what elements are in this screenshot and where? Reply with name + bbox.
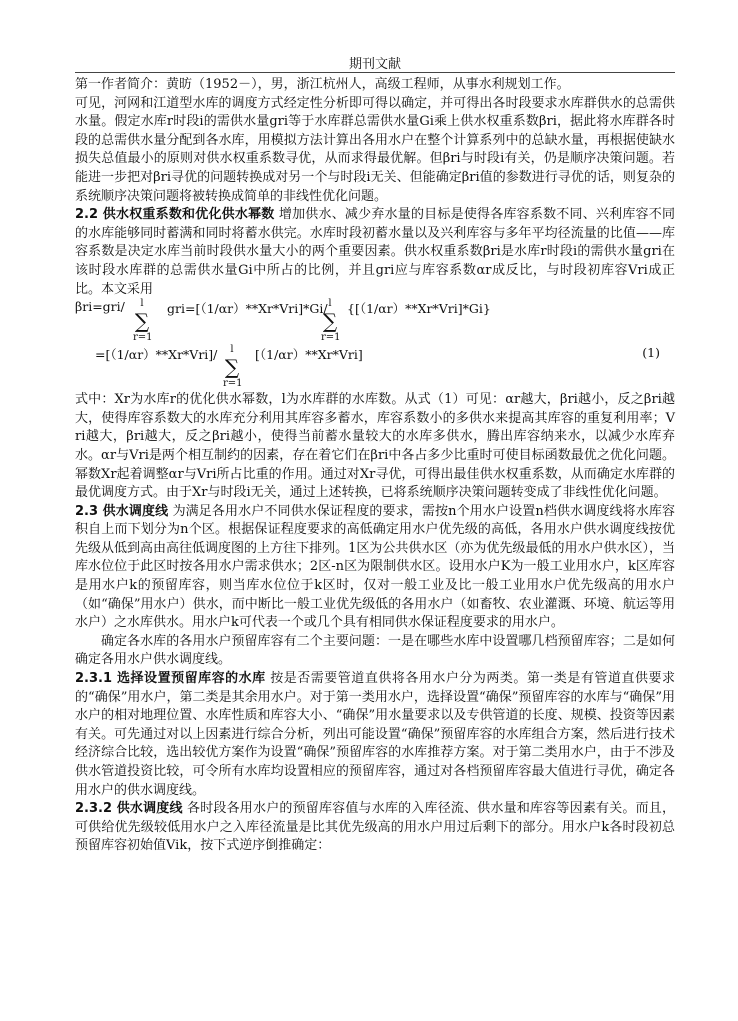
section-2-3-heading: 2.3 供水调度线: [75, 503, 169, 519]
paragraph-intro: 可见，河网和江道型水库的调度方式经定性分析即可得以确定，并可得出各时段要求水库群供水的总需供水量。假定水库r时段i的需供水量gri等于水库群总需供水量Gi乘上供水权重系数βri，据此将水库群各时段的总需供水量分配到各水库，用模拟方法计算出各用水户在整个计算系列中的总缺水量，再根据使缺水损失总值最小的原则对供水权重系数寻优，从而求得最优解。但βri与时段i有关，仍是顺序决策问题。若能进一步把对βri寻优的问题转换成对另一个与时段i无关、但能确定βri值的参数进行寻优的话，则复杂的系统顺序决策问题将被转换成简单的非线性优化问题。: [75, 95, 675, 204]
formula-g-definition: gri=[（1/αr）**Xr*Vri]*Gi/: [167, 301, 328, 317]
formula-beta-lhs: βri=gri/: [75, 299, 125, 315]
section-2-3-1-heading: 2.3.1 选择设置预留库容的水库: [75, 671, 266, 687]
formula-denominator: {[（1/αr）**Xr*Vri]*Gi}: [347, 301, 491, 317]
sum-symbol-3: l ∑ r=1: [223, 344, 243, 390]
section-2-2: [75, 206, 675, 299]
sum-symbol-2: l ∑ r=1: [321, 298, 341, 344]
formula-result: =[（1/αr）**Xr*Vri]/: [95, 347, 218, 363]
formula-line-2: [75, 345, 675, 391]
section-2-2-body: 增加供水、减少弃水量的目标是使得各库容系数不同、兴利库容不同的水库能够同时蓄满和同时将蓄水供完。水库时段初蓄水量以及兴利库容与多年平均径流量的比值——库容系数是决定水库当前时段供水量大小的两个重要因素。供水权重系数βri是水库r时段i的需供水量gri在该时段水库群的总需供水量Gi中所占的比例，并且gri应与库容系数αr成反比，与时段初库容Vri成正比。本文采用: [75, 207, 675, 297]
section-2-3-2: [75, 800, 675, 856]
section-2-3-2-heading: 2.3.2 供水调度线: [75, 801, 183, 817]
section-2-3-1: [75, 670, 675, 800]
paragraph-problems: 确定各水库的各用水户预留库容有二个主要问题：一是在哪些水库中设置哪几档预留库容；二是如何确定各用水户供水调度线。: [75, 633, 675, 668]
author-note: 第一作者简介：黄昉（1952－），男，浙江杭州人，高级工程师，从事水利规划工作。: [75, 77, 570, 92]
paragraph-explanation: 式中：Xr为水库r的优化供水幂数，l为水库群的水库数。从式（1）可见：αr越大，βri越小，反之βri越大，使得库容系数大的水库充分利用其库容多蓄水，库容系数小的多供水来提高其库容的重复利用率；Vri越大，βri越大，反之βri越小，使得当前蓄水量较大的水库多供水，腾出库容纳来水，以减少水库弃水。αr与Vri是两个相互制约的因素，存在着它们在βri中各占多少比重时可使目标函数最优之优化问题。幂数Xr起着调整αr与Vri所占比重的作用。通过对Xr寻优，可得出最佳供水权重系数，从而确定水库群的最优调度方式。由于Xr与时段i无关，通过上述转换，已将系统顺序决策问题转变成了非线性优化问题。: [75, 392, 675, 501]
section-2-3-body: 为满足各用水户不同供水保证程度的要求，需按n个用水户设置n档供水调度线将水库容积自上而下划分为n个区。根据保证程度要求的高低确定用水户优先级的高低，各用水户供水调度线按优先级从低到高由高往低调度图的上方往下排列。1区为公共供水区（亦为优先级最低的用水户供水区），当库水位位于此区时按各用水户需求供水；2区-n区为限制供水区。设用水户K为一般工业用水户，k区库容是用水户k的预留库容，则当库水位位于k区时，仅对一般工业及比一般工业用水户优先级高的用水户（如“确保”用水户）供水，而中断比一般工业优先级低的各用水户（如畜牧、农业灌溉、环境、航运等用水户）之水库供水。用水户k可代表一个或几个具有相同供水保证程度要求的用水户。: [75, 503, 675, 631]
section-2-3-1-body: 按是否需要管道直供将各用水户分为两类。第一类是有管道直供要求的“确保”用水户，第二类是其余用水户。对于第一类用水户，选择设置“确保”预留库容的水库与“确保”用水户的相对地理位置、水库性质和库容大小、“确保”用水量要求以及专供管道的长度、规模、投资等因素有关。可先通过对以上因素进行综合分析，列出可能设置“确保”预留库容的水库组合方案，然后进行技术经济综合比较，选出较优方案作为设置“确保”预留库容的水库推荐方案。对于第二类用水户，由于不涉及供水管道投资比较，可令所有水库均设置相应的预留库容，通过对各档预留库容最大值进行寻优，确定各用水户的供水调度线。: [75, 671, 675, 798]
formula-line-1: [75, 299, 675, 345]
document-page: [75, 0, 675, 856]
sum-symbol-1: l ∑ r=1: [133, 298, 153, 344]
section-2-3: [75, 503, 675, 633]
section-2-2-heading: 2.2 供水权重系数和优化供水幂数: [75, 207, 275, 223]
formula-result-sum: [（1/αr）**Xr*Vri]: [255, 347, 363, 363]
equation-number: (1): [642, 345, 660, 361]
section-2-3-2-body: 各时段各用水户的预留库容值与水库的入库径流、供水量和库容等因素有关。而且，可供给优先级较低用水户之入库径流量是比其优先级高的用水户用过后剩下的部分。用水户k各时段初总预留库容初始值Vik，按下式逆序倒推确定：: [75, 801, 675, 854]
page-header: 期刊文献: [75, 0, 675, 73]
